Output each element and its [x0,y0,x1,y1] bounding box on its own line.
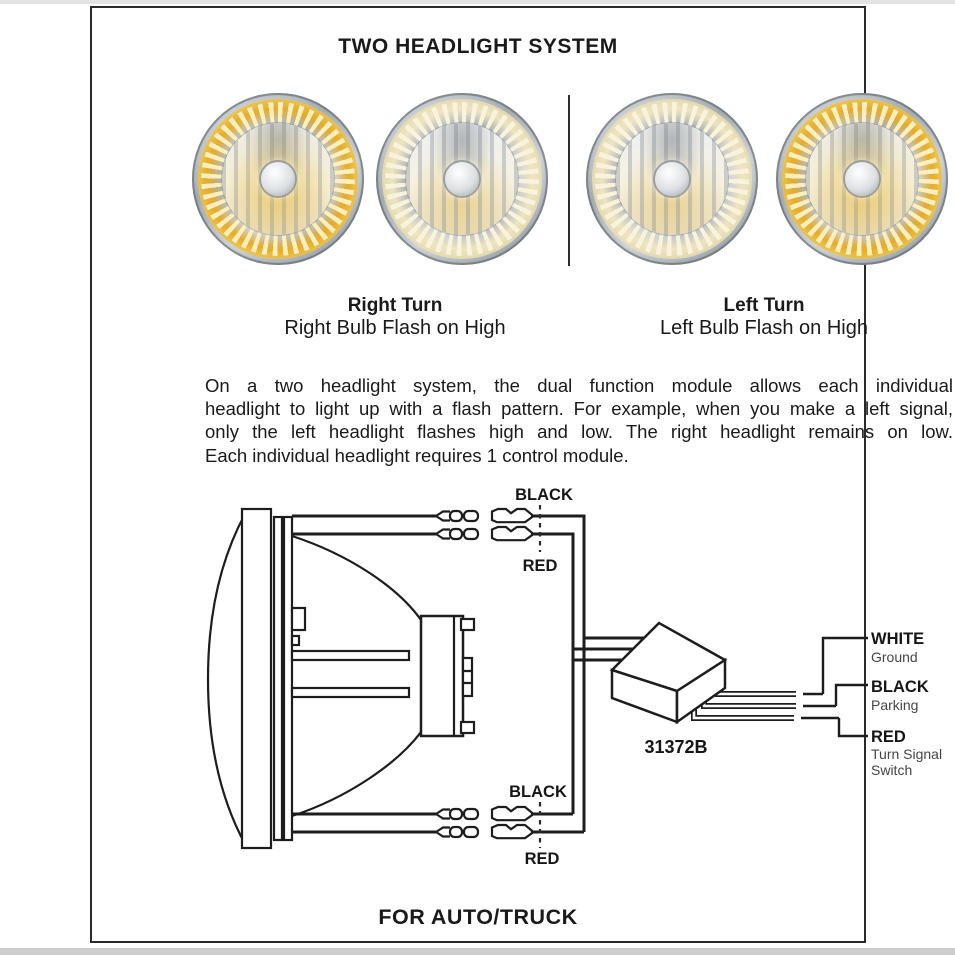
female-terminal [492,807,532,820]
lens-dome [208,514,245,844]
bottom-red-label: RED [524,850,560,868]
reflector-cone-bottom [292,732,421,816]
caption-subtitle: Right Bulb Flash on High [284,317,506,339]
paragraph-line: Each individual headlight requires 1 control module. [205,444,629,466]
headlight-photo [376,93,548,265]
mount-clip [292,608,305,630]
caption-right-turn [225,294,565,340]
male-terminal [436,827,478,837]
top-red-label: RED [522,557,558,575]
footer-title: FOR AUTO/TRUCK [378,905,578,929]
black-wire-label: BLACK [871,678,929,696]
female-terminal [492,527,532,540]
paragraph-line: On a two headlight system, the dual function module allows each individual [205,375,953,396]
retaining-ring [284,517,292,840]
headlight-photo [192,93,364,265]
headlight-bulb [261,162,295,196]
caption-left-turn [594,294,934,340]
red-wire-label: RED [871,728,906,746]
paragraph-line: only the left headlight flashes high and low. The right headlight remains on low. [205,421,953,443]
black-wire-function: Parking [871,697,919,713]
white-wire-function: Ground [871,649,918,665]
retaining-ring [274,517,282,840]
bulb-support-bar [292,651,409,660]
page-title: TWO HEADLIGHT SYSTEM [338,35,618,58]
red-wire-lead [839,718,868,736]
mounting-plate [242,509,271,848]
red-wire-function: Switch [871,762,913,778]
headlight-side-view [208,509,474,848]
top-black-label: BLACK [515,486,573,504]
white-wire-label: WHITE [871,630,925,648]
output-label-lines [801,638,868,736]
caption-title: Right Turn [347,295,443,316]
module-part-number: 31372B [644,737,708,757]
reflector-cone-top [292,536,421,620]
socket-prong [461,619,474,630]
headlight-bulb [655,162,689,196]
female-terminal [492,825,532,838]
socket-prong [461,722,474,733]
female-terminal [492,509,532,522]
bulb-support-bar [292,688,409,697]
headlight-bulb [445,162,479,196]
headlight-photo [776,93,948,265]
scan-edge-bottom [0,948,955,955]
black-wire-lead [836,685,868,706]
headlight-photo [586,93,758,265]
paragraph-line: headlight to light up with a flash pattern. For example, when you make a left signal, [205,398,953,420]
male-terminal [436,529,478,539]
control-module [612,623,725,757]
instruction-sheet-frame [90,6,953,943]
headlight-bulb [845,162,879,196]
male-terminal [436,511,478,521]
scan-edge-top [0,0,955,4]
caption-subtitle: Left Bulb Flash on High [660,317,868,339]
red-wire-function: Turn Signal [871,746,943,762]
socket-terminal [463,658,472,696]
caption-title: Left Turn [723,295,805,316]
wiring-diagram [182,478,955,888]
bulb-socket [421,616,463,736]
male-terminal [436,809,478,819]
description-paragraph [205,375,953,468]
pair-divider-line [568,95,570,266]
mount-clip [292,636,299,645]
bottom-black-label: BLACK [509,783,567,801]
